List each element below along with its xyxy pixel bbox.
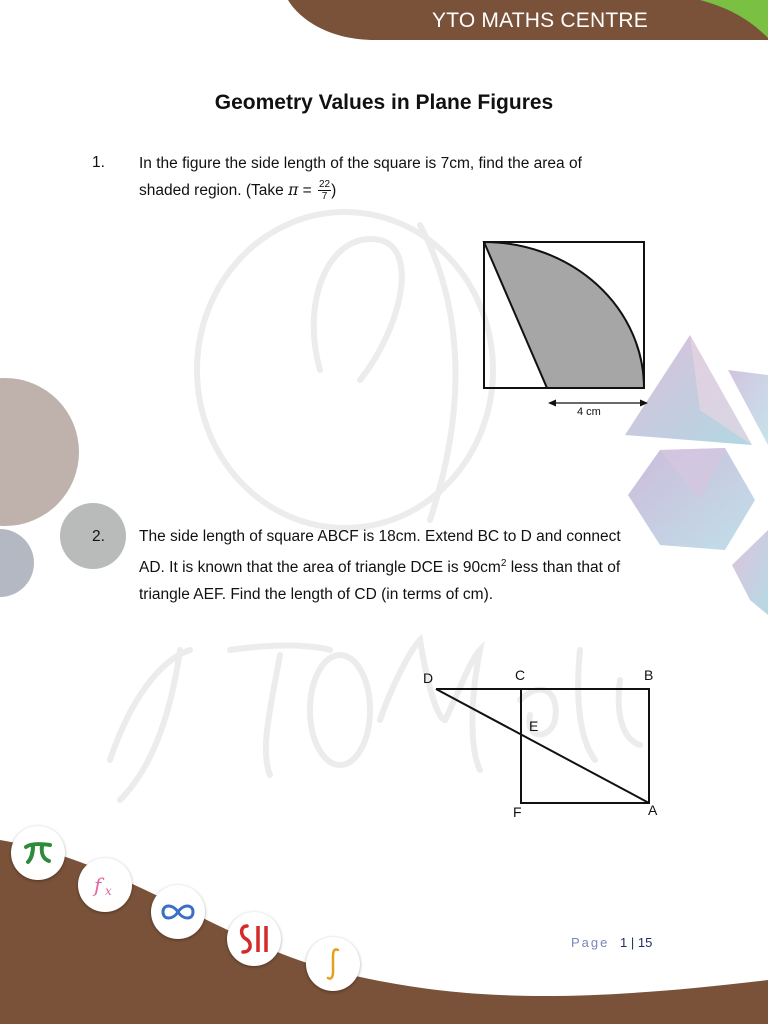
page-label: Page	[571, 935, 610, 950]
question-2-line-2-prefix: AD. It is known that the area of triangle DCE is 90cm	[139, 559, 501, 577]
shaded-region	[484, 242, 644, 388]
question-1-line-1: In the figure the side length of the square is 7cm, find the area of	[139, 155, 582, 172]
svg-text:x: x	[105, 884, 112, 898]
brand-name: YTO MATHS CENTRE	[432, 9, 648, 32]
label-d: D	[423, 670, 434, 686]
footer-wave	[0, 820, 768, 1024]
question-2-line-3: triangle AEF. Find the length of CD (in terms of cm).	[139, 586, 494, 604]
question-1-line-2-suffix: )	[331, 182, 337, 199]
superscript-2: 2	[500, 558, 507, 569]
svg-text:f: f	[94, 873, 102, 897]
fraction-denominator: 7	[321, 191, 328, 203]
label-b: B	[644, 667, 654, 683]
question-2-line-1: The side length of square ABCF is 18cm. Extend BC to D and connect	[139, 528, 621, 545]
square-abcf	[521, 689, 649, 803]
label-c: C	[515, 667, 526, 683]
sigma-icon	[227, 912, 281, 966]
page-total: 15	[637, 935, 653, 950]
header-banner	[0, 0, 768, 42]
question-2-text	[139, 523, 699, 608]
question-1-line-2-prefix: shaded region. (Take	[139, 182, 289, 199]
label-a: A	[648, 802, 658, 818]
equals-sign: =	[298, 182, 316, 199]
question-2-line-2-suffix: less than that of	[506, 559, 621, 577]
dimension-arrow-left	[548, 400, 556, 407]
function-icon	[78, 858, 132, 912]
dimension-arrow-right	[640, 400, 648, 407]
label-f: F	[513, 804, 522, 820]
fraction	[318, 179, 331, 202]
decor-circles-left	[0, 370, 130, 610]
question-2-number: 2.	[92, 528, 105, 545]
page-current: 1	[620, 935, 628, 950]
page-separator: |	[630, 935, 635, 950]
label-e: E	[529, 718, 539, 734]
question-2-line-2	[139, 550, 699, 581]
question-1-number: 1.	[92, 154, 105, 171]
page-title: Geometry Values in Plane Figures	[214, 91, 554, 114]
question-1-line-2	[139, 177, 699, 204]
pi-symbol: π	[288, 181, 299, 199]
figure-2-square	[430, 683, 660, 813]
integral-icon	[306, 937, 360, 991]
infinity-icon	[151, 885, 205, 939]
fraction-numerator: 22	[318, 179, 331, 191]
dimension-label: 4 cm	[577, 406, 601, 418]
figure-1-square	[480, 238, 655, 428]
question-1-text	[139, 150, 699, 204]
pi-icon	[11, 826, 65, 880]
line-da	[436, 689, 649, 803]
page-number	[620, 935, 652, 950]
